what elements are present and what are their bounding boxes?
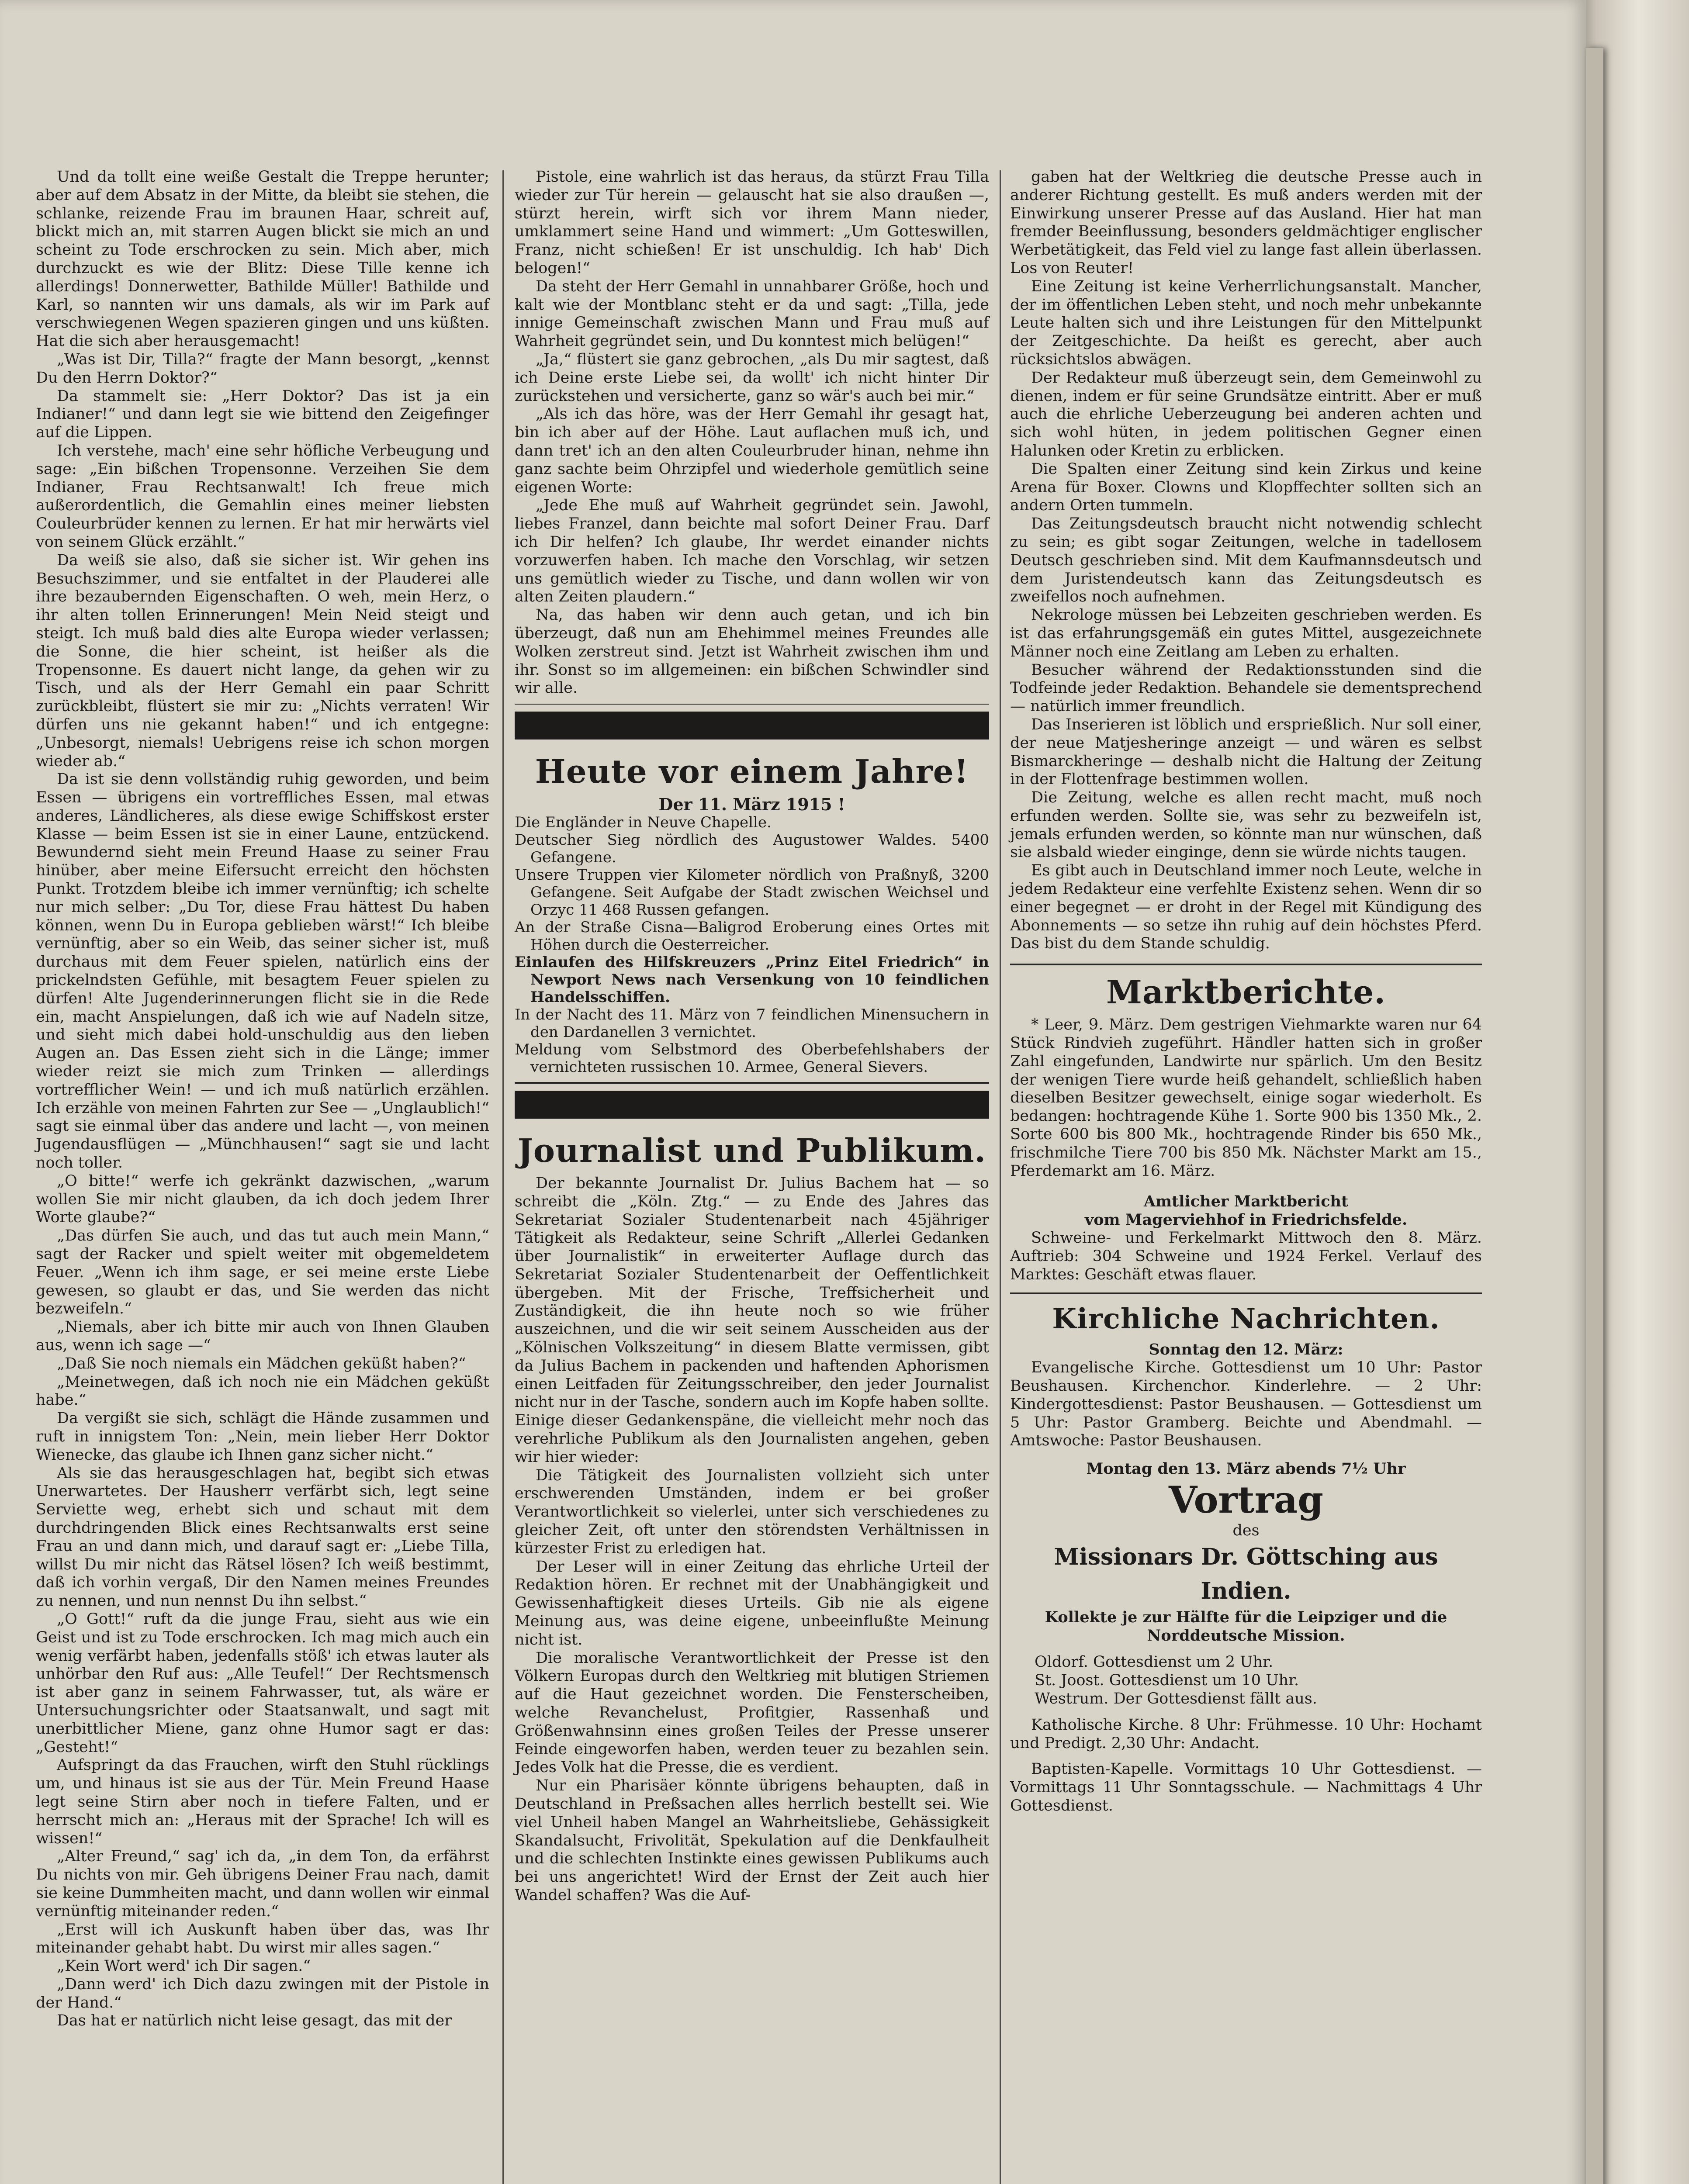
story-paragraph: „Meinetwegen, daß ich noch nie ein Mädchen geküßt habe.“ <box>36 1373 489 1409</box>
article-paragraph: Der bekannte Journalist Dr. Julius Bachem hat — so schreibt die „Köln. Ztg.“ — zu Ende des Jahres das Sekretariat Sozialer Studentenarbeit nach 45jähriger Tätigkeit als Redakteur, seine Schrift „Allerlei Gedanken über Journalistik“ in erweiterter Auflage durch das Sekretariat Sozialer Studentenarbeit der Oeffentlichkeit übergeben. Mit der Frische, Treffsicherheit und Zuständigkeit, die ihn heute noch so wie früher auszeichnen, und die wir seit seinem Ausscheiden aus der „Kölnischen Volkszeitung“ in diesem Blatte vermissen, gibt da Julius Bachem in packenden und haftenden Aphorismen einen Leitfaden für Zeitungsschreiber, den jeder Journalist nicht nur in der Tasche, sondern auch im Kopfe haben sollte. Einige dieser Gedankenspäne, die vielleicht mehr noch das verehrliche Publikum als den Journalisten angehen, geben wir hier wieder: <box>515 1174 989 1466</box>
story-paragraph: Na, das haben wir denn auch getan, und ich bin überzeugt, daß nun am Ehehimmel meines Freundes alle Wolken zerstreut sind. Jetzt ist Wahrheit zwischen ihm und ihr. Sonst so im allgemeinen: ein bißchen Schwindler sind wir alle. <box>515 606 989 697</box>
story-paragraph: Da ist sie denn vollständig ruhig geworden, und beim Essen — übrigens ein vortreffliches Essen, mal etwas anderes, Ländlicheres, als diese ewige Schiffskost erster Klasse — beim Essen ist sie in einer Laune, entzückend. Bewundernd sieht mein Freund Haase zu seiner Frau hinüber, aber meine Eifersucht erreicht den höchsten Punkt. Trotzdem bleibe ich immer vernünftig; ich schelte nur mich selber: „Du Tor, diese Frau hättest Du haben können, wenn Du in Europa geblieben wärst!“ Ich bleibe vernünftig, aber so ein Weib, das seiner sicher ist, muß durchaus mit dem Feuer spielen, natürlich eins der prickelndsten Gefühle, mit besagtem Feuer spielen zu dürfen! Alte Jugenderinnerungen flicht sie in die Rede ein, macht Anspielungen, daß ich wie auf Nadeln sitze, und sieht mich dabei hold-unschuldig aus den lieben Augen an. Das Essen zieht sich in die Länge; immer wieder reizt sie mich zum Trinken — allerdings vortrefflicher Wein! — und ich muß natürlich erzählen. Ich erzähle von meinen Fahrten zur See — „Unglaublich!“ sagt sie einmal über das andere und lacht —, von meinen Jugendausflügen — „Münchhausen!“ sagt sie und lacht noch toller. <box>36 771 489 1172</box>
journalist-title: Journalist und Publikum. <box>517 1132 986 1170</box>
article-paragraph: gaben hat der Weltkrieg die deutsche Presse auch in anderer Richtung gestellt. Es muß anders werden mit der Einwirkung unserer Presse auf das Ausland. Hier hat man fremder Beeinflussung, besonders geldmächtiger englischer Werbetätigkeit, das Feld viel zu lange fast allein überlassen. Los von Reuter! <box>1010 168 1482 277</box>
story-paragraph: „Das dürfen Sie auch, und das tut auch mein Mann,“ sagt der Racker und spielt weiter mit obgemeldetem Feuer. „Wenn ich ihm sage, er sei meine erste Liebe gewesen, so glaubt er das, und Sie werden das nicht bezweifeln.“ <box>36 1227 489 1318</box>
article-paragraph: Besucher während der Redaktionsstunden sind die Todfeinde jeder Redaktion. Behandele sie dementsprechend — natürlich immer freundlich. <box>1010 661 1482 715</box>
kirche-kath: Katholische Kirche. 8 Uhr: Frühmesse. 10 Uhr: Hochamt und Predigt. 2,30 Uhr: Andacht. <box>1010 1716 1482 1752</box>
story-paragraph: „Jede Ehe muß auf Wahrheit gegründet sein. Jawohl, liebes Franzel, dann beichte mal sofort Deiner Frau. Darf ich Dir helfen? Ich glaube, Ihr werdet einander nichts vorzuwerfen haben. Ich mache den Vorschlag, wir setzen uns gemütlich wieder zu Tische, und dann wollen wir von alten Zeiten plaudern.“ <box>515 497 989 606</box>
story-paragraph: Da weiß sie also, daß sie sicher ist. Wir gehen ins Besuchszimmer, und sie entfaltet in der Plauderei alle ihre bezaubernden Eigenschaften. O weh, mein Herz, o ihr alten tollen Erinnerungen! Mein Neid steigt und steigt. Ich muß bald dies alte Europa wieder verlassen; die Sonne, die hier scheint, ist heißer als die Tropensonne. Es dauert nicht lange, da gehen wir zu Tisch, und als der Herr Gemahl ein paar Schritt zurückbleibt, flüstert sie mir zu: „Nichts verraten! Wir dürfen uns nie gekannt haben!“ und ich entgegne: „Unbesorgt, niemals! Uebrigens reise ich schon morgen wieder ab.“ <box>36 551 489 770</box>
heute-date: Der 11. März 1915 ! <box>658 795 845 815</box>
article-paragraph: Das Inserieren ist löblich und ersprießlich. Nur soll einer, der neue Matjesheringe anzeigt — und wären es selbst Bismarckheringe — deshalb nicht die Haltung der Zeitung in der Flottenfrage bestimmen wollen. <box>1010 715 1482 788</box>
black-bar <box>515 712 989 740</box>
article-paragraph: Die Spalten einer Zeitung sind kein Zirkus und keine Arena für Boxer. Clowns und Klopffechter sollten sich an andern Orten tummeln. <box>1010 460 1482 515</box>
story-paragraph: „Niemals, aber ich bitte mir auch von Ihnen Glauben aus, wenn ich sage —“ <box>36 1318 489 1354</box>
article-paragraph: Der Redakteur muß überzeugt sein, dem Gemeinwohl zu dienen, indem er für seine Grundsätze eintritt. Aber er muß auch die ehrliche Ueberzeugung bei anderen achten und sich wohl hüten, in jedem politischen Gegner einen Halunken oder Kretin zu erblicken. <box>1010 369 1482 460</box>
amtlich-title: Amtlicher Marktbericht <box>1143 1192 1349 1211</box>
heute-item: Meldung vom Selbstmord des Oberbefehlshabers der vernichteten russischen 10. Armee, General Sievers. <box>515 1040 989 1076</box>
story-paragraph: Da stammelt sie: „Herr Doktor? Das ist ja ein Indianer!“ und dann legt sie wie bittend den Zeigefinger auf die Lippen. <box>36 387 489 442</box>
heute-item: Unsere Truppen vier Kilometer nördlich von Praßnyß, 3200 Gefangene. Seit Aufgabe der Stadt zwischen Weichsel und Orzyc 11 468 Russen gefangen. <box>515 866 989 919</box>
article-paragraph: Die moralische Verantwortlichkeit der Presse ist den Völkern Europas durch den Weltkrieg mit blutigen Striemen auf die Haut gezeichnet worden. Die Fensterscheiben, welche Revanchelust, Profitgier, Rassenhaß und Größenwahnsinn eines großen Teiles der Presse unserer Feinde eingeworfen haben, werden teuer zu bezahlen sein. Jedes Volk hat die Presse, die es verdient. <box>515 1649 989 1776</box>
kirche-ev: Evangelische Kirche. Gottesdienst um 10 Uhr: Pastor Beushausen. Kirchenchor. Kinderlehre. — 2 Uhr: Kindergottesdienst: Pastor Beushausen. — Gottesdienst um 5 Uhr: Pastor Gramberg. Beichte und Abendmahl. — Amtswoche: Pastor Beushausen. <box>1010 1359 1482 1450</box>
article-paragraph: Der Leser will in einer Zeitung das ehrliche Urteil der Redaktion hören. Er rechnet mit der Unabhängigkeit und Gewissenhaftigkeit dieses Urteils. Gib nie als eigene Meinung aus, was deine eigene, unbeeinflußte Meinung nicht ist. <box>515 1558 989 1648</box>
divider <box>1010 1292 1482 1294</box>
kirche-oldorf: Oldorf. Gottesdienst um 2 Uhr. <box>1035 1653 1274 1671</box>
markt-title: Marktberichte. <box>1106 974 1386 1012</box>
divider <box>515 1082 989 1084</box>
article-paragraph: Die Tätigkeit des Journalisten vollzieht sich unter erschwerenden Umständen, indem er bei großer Verantwortlichkeit so vielerlei, unter sich verschiedenes zu gleicher Zeit, oft unter den störendsten Verhältnissen in kürzester Frist zu erledigen hat. <box>515 1466 989 1557</box>
kirche-baptist: Baptisten-Kapelle. Vormittags 10 Uhr Gottesdienst. — Vormittags 11 Uhr Sonntagsschule. — Nachmittags 4 Uhr Gottesdienst. <box>1010 1760 1482 1814</box>
article-paragraph: Eine Zeitung ist keine Verherrlichungsanstalt. Mancher, der im öffentlichen Leben steht, und noch mehr unbekannte Leute halten sich und ihre Leistungen für den Mittelpunkt der Zeitgeschichte. Da heißt es gerecht, aber auch rücksichtslos abwägen. <box>1010 277 1482 368</box>
kirche-westrum: Westrum. Der Gottesdienst fällt aus. <box>1035 1690 1317 1707</box>
heute-item: Deutscher Sieg nördlich des Augustower Waldes. 5400 Gefangene. <box>515 831 989 866</box>
column-rule-1 <box>502 170 504 2184</box>
vortrag-kollekte: Kollekte je zur Hälfte für die Leipziger und die Norddeutsche Mission. <box>1045 1608 1447 1645</box>
article-paragraph: Nekrologe müssen bei Lebzeiten geschrieben werden. Es ist das erfahrungsgemäß ein gutes Mittel, ausgezeichnete Männer noch eine Zeitlang am Leben zu erhalten. <box>1010 606 1482 660</box>
story-paragraph: Pistole, eine wahrlich ist das heraus, da stürzt Frau Tilla wieder zur Tür herein — gelauscht hat sie also draußen —, stürzt herein, wirft sich vor ihrem Mann nieder, umklammert seine Hand und wimmert: „Um Gotteswillen, Franz, nicht schießen! Er ist unschuldig. Ich hab' Dich belogen!“ <box>515 168 989 277</box>
kirche-sunday: Sonntag den 12. März: <box>1149 1341 1343 1359</box>
column-2 <box>515 168 989 1905</box>
story-paragraph: Und da tollt eine weiße Gestalt die Treppe herunter; aber auf dem Absatz in der Mitte, da bleibt sie stehen, die schlanke, reizende Frau im braunen Haar, schreit auf, blickt mich an, mit starren Augen blickt sie mich an und scheint zu Tode erschrocken zu sein. Mich aber, mich durchzuckt es wie der Blitz: Diese Tille kenne ich allerdings! Donnerwetter, Bathilde Müller! Bathilde und Karl, so nannten wir uns damals, als wir im Park auf verschwiegenen Wegen spazieren gingen und uns küßten. Hat die sich aber herausgemacht! <box>36 168 489 350</box>
story-paragraph: „O bitte!“ werfe ich gekränkt dazwischen, „warum wollen Sie mir nicht glauben, da ich doch jedem Ihrer Worte glaube?“ <box>36 1172 489 1227</box>
article-paragraph: Die Zeitung, welche es allen recht macht, muß noch erfunden werden. Sollte sie, was sehr zu bezweifeln ist, jemals erfunden werden, so könnte man nur wünschen, daß sie alsbald wieder eingingе, denn sie würde nichts taugen. <box>1010 789 1482 861</box>
heute-list <box>515 814 989 1076</box>
story-paragraph: Als sie das herausgeschlagen hat, begibt sich etwas Unerwartetes. Der Hausherr verfärbt sich, legt seine Serviette weg, erhebt sich und schaut mit dem durchdringenden Blick eines Rechtsanwalts erst seine Frau an und dann mich, und darauf sagt er: „Liebe Tilla, willst Du mir nicht das Rätsel lösen? Ich weiß bestimmt, daß ich vorhin vergaß, Dir den Namen meines Freundes zu nennen, und nun nennst Du ihn selbst.“ <box>36 1464 489 1610</box>
story-paragraph: „Kein Wort werd' ich Dir sagen.“ <box>57 1957 311 1975</box>
story-paragraph: Da steht der Herr Gemahl in unnahbarer Größe, hoch und kalt wie der Montblanc steht er da und sagt: „Tilla, jede innige Gemeinschaft zwischen Mann und Frau muß auf Wahrheit gegründet sein, und Du konntest mich belügen!“ <box>515 277 989 350</box>
bleed-through-header <box>852 87 1507 157</box>
kirche-title: Kirchliche Nachrichten. <box>1052 1303 1440 1336</box>
heute-item: An der Straße Cisna—Baligrod Eroberung eines Ortes mit Höhen durch die Oesterreicher. <box>515 918 989 954</box>
divider <box>515 704 989 705</box>
story-paragraph: „Ja,“ flüstert sie ganz gebrochen, „als Du mir sagtest, daß ich Deine erste Liebe sei, da wollt' ich nicht hinter Dir zurückstehen und versicherte, ganz so wär's auch bei mir.“ <box>515 350 989 405</box>
article-paragraph: Es gibt auch in Deutschland immer noch Leute, welche in jedem Redakteur eine verfehlte Existenz sehen. Wenn dir so einer begegnet — er droht in der Regel mit Kündigung des Abonnements — so setze ihn ruhig auf dein höchstes Pferd. Das bist du dem Stande schuldig. <box>1010 862 1482 953</box>
column-3 <box>1010 168 1482 1815</box>
article-paragraph: Nur ein Pharisäer könnte übrigens behaupten, daß in Deutschland in Preßsachen alles herrlich bestellt sei. Wie viel Unheil haben Mangel an Wahrheitsliebe, Gehässigkeit Skandalsucht, Frivolität, Spekulation auf die Denkfaulheit und die schlechten Instinkte eines gewissen Publikums auch bei uns angerichtet! Wird der Ernst der Zeit auch hier Wandel schaffen? Was die Auf- <box>515 1777 989 1904</box>
kirche-joost: St. Joost. Gottesdienst um 10 Uhr. <box>1035 1672 1299 1690</box>
next-page-edge <box>1586 48 1603 2184</box>
vortrag-speaker: Missionars Dr. Göttsching aus Indien. <box>1054 1543 1438 1604</box>
story-paragraph: „Daß Sie noch niemals ein Mädchen geküßt haben?“ <box>57 1355 466 1372</box>
heute-item: Einlaufen des Hilfskreuzers „Prinz Eitel Friedrich“ in Newport News nach Versenkung von 10 feindlichen Handelsschiffen. <box>515 953 989 1006</box>
story-paragraph: Ich verstehe, mach' eine sehr höfliche Verbeugung und sage: „Ein bißchen Tropensonne. Verzeihen Sie dem Indianer, Frau Rechtsanwalt! Ich freue mich außerordentlich, die Gemahlin eines meiner liebsten Couleurbrüder kennen zu lernen. Er hat mir herwärts viel von seinem Glück erzählt.“ <box>36 442 489 551</box>
article-paragraph: Das Zeitungsdeutsch braucht nicht notwendig schlecht zu sein; es gibt sogar Zeitungen, welche in tadellosem Deutsch geschrieben sind. Mit dem Kaufmannsdeutsch und dem Juristendeutsch kann das Zeitungsdeutsch es zweifellos noch aufnehmen. <box>1010 515 1482 606</box>
vortrag-heading: Vortrag <box>1169 1478 1323 1521</box>
story-paragraph: „Dann werd' ich Dich dazu zwingen mit der Pistole in der Hand.“ <box>36 1975 489 2011</box>
amtlich-text: Schweine- und Ferkelmarkt Mittwoch den 8. März. Auftrieb: 304 Schweine und 1924 Ferkel. Verlauf des Marktes: Geschäft etwas flauer. <box>1010 1229 1482 1283</box>
black-bar <box>515 1091 989 1119</box>
heute-item: In der Nacht des 11. März von 7 feindlichen Minensuchern in den Dardanellen 3 vernichtet. <box>515 1006 989 1041</box>
column-rule-2 <box>1000 170 1001 2184</box>
vortrag-date: Montag den 13. März abends 7½ Uhr <box>1086 1460 1406 1478</box>
heute-item: Die Engländer in Neuve Chapelle. <box>515 813 772 831</box>
story-paragraph: Das hat er natürlich nicht leise gesagt, das mit der <box>57 2012 452 2030</box>
divider <box>1010 964 1482 965</box>
story-paragraph: „Erst will ich Auskunft haben über das, was Ihr miteinander gehabt habt. Du wirst mir alles sagen.“ <box>36 1921 489 1957</box>
amtlich-subtitle: vom Magerviehhof in Friedrichsfelde. <box>1084 1211 1408 1229</box>
story-paragraph: „Als ich das höre, was der Herr Gemahl ihr gesagt hat, bin ich aber auf der Höhe. Laut auflachen muß ich, und dann tret' ich an den alten Couleurbruder hinan, nehme ihn ganz sachte beim Ohrzipfel und wiederhole gemütlich seine eigenen Worte: <box>515 405 989 496</box>
story-paragraph: Aufspringt da das Frauchen, wirft den Stuhl rücklings um, und hinaus ist sie aus der Tür. Mein Freund Haase legt seine Stirn aber noch in tiefere Falten, und er herrscht mich an: „Heraus mit der Sprache! Ich will es wissen!“ <box>36 1756 489 1847</box>
story-paragraph: „Was ist Dir, Tilla?“ fragte der Mann besorgt, „kennst Du den Herrn Doktor?“ <box>36 350 489 387</box>
heute-title: Heute vor einem Jahre! <box>535 753 969 791</box>
story-paragraph: Da vergißt sie sich, schlägt die Hände zusammen und ruft in innigstem Ton: „Nein, mein lieber Herr Doktor Wienecke, das glaube ich Ihnen ganz sicher nicht.“ <box>36 1410 489 1464</box>
vortrag-des: des <box>1232 1522 1260 1539</box>
story-paragraph: „Alter Freund,“ sag' ich da, „in dem Ton, da erfährst Du nichts von mir. Geh übrigens Deiner Frau nach, damit sie keine Dummheiten macht, und dann wollen wir einmal vernünftig miteinander reden.“ <box>36 1848 489 1920</box>
story-column-1 <box>36 168 489 2030</box>
markt-text: * Leer, 9. März. Dem gestrigen Viehmarkte waren nur 64 Stück Rindvieh zugeführt. Händler hatten sich in großer Zahl eingefunden, Landwirte nur spärlich. Um den Besitz der wenigen Tiere wurde heiß gehandelt, schließlich haben dieselben Besitzer gewechselt, einige sogar wiederholt. Es bedangen: hochtragende Kühe 1. Sorte 900 bis 1350 Mk., 2. Sorte 600 bis 800 Mk., hochtragende Rinder bis 650 Mk., frischmilche Tiere 700 bis 850 Mk. Nächster Markt am 15., Pferdemarkt am 16. März. <box>1010 1016 1482 1180</box>
story-paragraph: „O Gott!“ ruft da die junge Frau, sieht aus wie ein Geist und ist zu Tode erschrocken. Ich mag mich auch ein wenig verfärbt haben, jedenfalls stöß' ich etwas lauter als unhörbar den Ruf aus: „Alle Teufel!“ Der Rechtsmensch ist aber ganz in seinem Fahrwasser, tut, als wäre er Untersuchungsrichter oder Staatsanwalt, und sagt mit unerbittlicher Miene, ganz ohne Humor sagt er das: „Gesteht!“ <box>36 1610 489 1756</box>
